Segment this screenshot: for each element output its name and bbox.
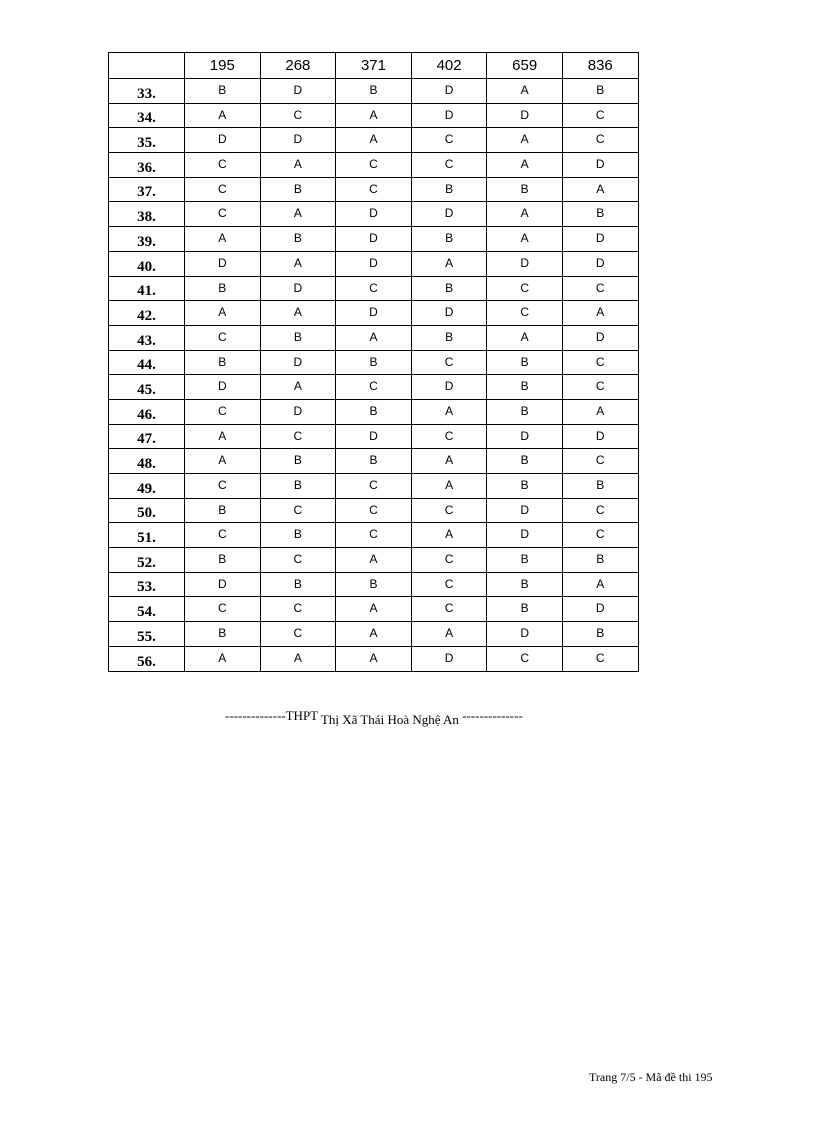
answer-cell: B xyxy=(487,350,563,375)
answer-cell: B xyxy=(260,177,336,202)
table-row xyxy=(109,103,639,128)
table-row xyxy=(109,153,639,178)
table-row xyxy=(109,424,639,449)
table-row xyxy=(109,597,639,622)
answer-cell: D xyxy=(336,251,412,276)
answer-cell: C xyxy=(562,449,638,474)
table-row xyxy=(109,399,639,424)
answer-cell: C xyxy=(487,276,563,301)
table-row xyxy=(109,572,639,597)
question-number: 35. xyxy=(109,128,185,153)
answer-cell: A xyxy=(487,202,563,227)
question-number: 38. xyxy=(109,202,185,227)
answer-cell: B xyxy=(260,572,336,597)
answer-cell: B xyxy=(562,622,638,647)
question-number: 46. xyxy=(109,399,185,424)
answer-cell: B xyxy=(487,375,563,400)
answer-cell: B xyxy=(562,202,638,227)
answer-cell: A xyxy=(336,622,412,647)
table-row xyxy=(109,227,639,252)
answer-cell: C xyxy=(411,572,487,597)
answer-cell: B xyxy=(411,276,487,301)
answer-cell: C xyxy=(336,523,412,548)
question-number: 40. xyxy=(109,251,185,276)
table-body xyxy=(109,79,639,672)
answer-cell: C xyxy=(411,350,487,375)
header-cell-exam-code: 371 xyxy=(336,53,412,79)
answer-cell: D xyxy=(336,424,412,449)
answer-cell: B xyxy=(185,548,261,573)
answer-cell: A xyxy=(260,251,336,276)
answer-cell: A xyxy=(411,449,487,474)
answer-cell: C xyxy=(185,399,261,424)
answer-cell: C xyxy=(562,375,638,400)
answer-cell: C xyxy=(185,177,261,202)
answer-cell: D xyxy=(487,622,563,647)
answer-cell: A xyxy=(260,153,336,178)
answer-cell: C xyxy=(185,523,261,548)
answer-cell: B xyxy=(487,399,563,424)
answer-cell: C xyxy=(562,350,638,375)
answer-cell: A xyxy=(487,128,563,153)
question-number: 44. xyxy=(109,350,185,375)
answer-cell: A xyxy=(562,301,638,326)
table-row xyxy=(109,251,639,276)
answer-cell: A xyxy=(487,227,563,252)
answer-cell: A xyxy=(336,597,412,622)
answer-cell: C xyxy=(562,276,638,301)
table-row xyxy=(109,79,639,104)
answer-cell: C xyxy=(411,128,487,153)
question-number: 52. xyxy=(109,548,185,573)
answer-cell: C xyxy=(562,646,638,671)
table-row xyxy=(109,350,639,375)
answer-cell: A xyxy=(185,103,261,128)
answer-cell: B xyxy=(562,548,638,573)
table-row xyxy=(109,375,639,400)
answer-cell: C xyxy=(336,177,412,202)
header-cell-exam-code: 836 xyxy=(562,53,638,79)
answer-cell: A xyxy=(411,474,487,499)
answer-cell: D xyxy=(260,128,336,153)
answer-cell: A xyxy=(562,177,638,202)
question-number: 37. xyxy=(109,177,185,202)
question-number: 49. xyxy=(109,474,185,499)
answer-cell: B xyxy=(562,474,638,499)
question-number: 47. xyxy=(109,424,185,449)
header-cell-exam-code: 402 xyxy=(411,53,487,79)
answer-cell: A xyxy=(336,128,412,153)
answer-cell: C xyxy=(562,498,638,523)
table-row xyxy=(109,177,639,202)
answer-cell: A xyxy=(487,325,563,350)
table-row xyxy=(109,325,639,350)
footer-dashes-left: -------------- xyxy=(225,708,286,723)
table-row xyxy=(109,523,639,548)
answer-cell: A xyxy=(185,227,261,252)
answer-cell: C xyxy=(411,498,487,523)
answer-cell: C xyxy=(260,424,336,449)
answer-cell: B xyxy=(487,474,563,499)
answer-cell: D xyxy=(260,350,336,375)
answer-cell: C xyxy=(185,202,261,227)
answer-cell: C xyxy=(260,622,336,647)
answer-cell: A xyxy=(185,646,261,671)
answer-cell: A xyxy=(336,325,412,350)
question-number: 56. xyxy=(109,646,185,671)
answer-cell: B xyxy=(336,572,412,597)
answer-cell: D xyxy=(260,79,336,104)
table-row xyxy=(109,449,639,474)
answer-cell: D xyxy=(562,424,638,449)
answer-cell: D xyxy=(411,375,487,400)
header-cell-exam-code: 195 xyxy=(185,53,261,79)
table-row xyxy=(109,498,639,523)
answer-cell: A xyxy=(487,153,563,178)
answer-cell: B xyxy=(487,548,563,573)
answer-cell: C xyxy=(185,153,261,178)
answer-cell: D xyxy=(185,128,261,153)
question-number: 34. xyxy=(109,103,185,128)
answer-cell: A xyxy=(185,301,261,326)
answer-cell: A xyxy=(336,548,412,573)
answer-cell: C xyxy=(260,103,336,128)
answer-cell: C xyxy=(562,128,638,153)
header-cell-question xyxy=(109,53,185,79)
answer-cell: D xyxy=(487,498,563,523)
answer-cell: D xyxy=(562,597,638,622)
answer-cell: A xyxy=(260,301,336,326)
answer-cell: D xyxy=(260,399,336,424)
answer-cell: B xyxy=(185,498,261,523)
answer-cell: C xyxy=(411,153,487,178)
table-row xyxy=(109,474,639,499)
question-number: 55. xyxy=(109,622,185,647)
answer-cell: A xyxy=(336,646,412,671)
question-number: 53. xyxy=(109,572,185,597)
answer-cell: B xyxy=(411,227,487,252)
footer-line xyxy=(225,708,625,727)
answer-cell: B xyxy=(336,79,412,104)
answer-cell: D xyxy=(487,251,563,276)
answer-cell: C xyxy=(185,474,261,499)
answer-key-table xyxy=(108,52,639,672)
answer-cell: C xyxy=(185,597,261,622)
answer-cell: A xyxy=(562,399,638,424)
answer-cell: C xyxy=(260,498,336,523)
answer-cell: A xyxy=(411,251,487,276)
answer-cell: B xyxy=(185,622,261,647)
answer-cell: C xyxy=(487,301,563,326)
answer-cell: C xyxy=(336,276,412,301)
question-number: 33. xyxy=(109,79,185,104)
answer-cell: D xyxy=(336,227,412,252)
answer-cell: A xyxy=(185,424,261,449)
answer-cell: D xyxy=(562,227,638,252)
answer-cell: C xyxy=(411,597,487,622)
answer-cell: D xyxy=(185,572,261,597)
question-number: 41. xyxy=(109,276,185,301)
table-row xyxy=(109,202,639,227)
answer-cell: A xyxy=(411,399,487,424)
question-number: 43. xyxy=(109,325,185,350)
answer-cell: C xyxy=(487,646,563,671)
answer-cell: A xyxy=(411,622,487,647)
answer-cell: A xyxy=(487,79,563,104)
answer-cell: A xyxy=(260,202,336,227)
answer-cell: C xyxy=(336,153,412,178)
table-row xyxy=(109,301,639,326)
question-number: 36. xyxy=(109,153,185,178)
answer-cell: D xyxy=(411,646,487,671)
page-number: Trang 7/5 - Mã đề thi 195 xyxy=(589,1070,713,1084)
answer-cell: C xyxy=(411,548,487,573)
answer-cell: C xyxy=(411,424,487,449)
answer-cell: A xyxy=(336,103,412,128)
answer-cell: D xyxy=(487,103,563,128)
answer-cell: B xyxy=(260,227,336,252)
question-number: 51. xyxy=(109,523,185,548)
answer-cell: C xyxy=(562,523,638,548)
answer-cell: C xyxy=(562,103,638,128)
answer-cell: B xyxy=(260,325,336,350)
answer-cell: B xyxy=(260,474,336,499)
answer-cell: D xyxy=(562,153,638,178)
answer-cell: D xyxy=(185,251,261,276)
question-number: 48. xyxy=(109,449,185,474)
answer-cell: C xyxy=(185,325,261,350)
answer-cell: D xyxy=(411,103,487,128)
answer-cell: D xyxy=(336,202,412,227)
answer-cell: D xyxy=(562,251,638,276)
table-row xyxy=(109,548,639,573)
table-row xyxy=(109,622,639,647)
answer-cell: D xyxy=(487,424,563,449)
answer-cell: A xyxy=(260,646,336,671)
answer-cell: B xyxy=(487,597,563,622)
answer-cell: D xyxy=(411,202,487,227)
answer-cell: B xyxy=(487,449,563,474)
answer-cell: C xyxy=(260,597,336,622)
answer-cell: C xyxy=(336,375,412,400)
answer-cell: B xyxy=(411,177,487,202)
answer-cell: D xyxy=(260,276,336,301)
header-cell-exam-code: 659 xyxy=(487,53,563,79)
answer-cell: A xyxy=(260,375,336,400)
answer-cell: B xyxy=(260,449,336,474)
answer-cell: A xyxy=(562,572,638,597)
answer-cell: B xyxy=(411,325,487,350)
answer-cell: B xyxy=(185,350,261,375)
header-cell-exam-code: 268 xyxy=(260,53,336,79)
table-row xyxy=(109,646,639,671)
answer-cell: B xyxy=(185,276,261,301)
answer-cell: B xyxy=(562,79,638,104)
question-number: 50. xyxy=(109,498,185,523)
question-number: 45. xyxy=(109,375,185,400)
answer-cell: D xyxy=(411,301,487,326)
answer-cell: D xyxy=(336,301,412,326)
answer-cell: B xyxy=(336,399,412,424)
answer-cell: C xyxy=(336,474,412,499)
table-row xyxy=(109,128,639,153)
table-row xyxy=(109,276,639,301)
question-number: 54. xyxy=(109,597,185,622)
footer-school-prefix: THPT xyxy=(285,708,318,723)
answer-cell: B xyxy=(336,449,412,474)
answer-cell: D xyxy=(185,375,261,400)
footer-dashes-right: -------------- xyxy=(462,708,523,723)
answer-cell: A xyxy=(411,523,487,548)
answer-cell: C xyxy=(336,498,412,523)
question-number: 39. xyxy=(109,227,185,252)
answer-cell: B xyxy=(487,177,563,202)
answer-cell: A xyxy=(185,449,261,474)
answer-cell: B xyxy=(487,572,563,597)
answer-cell: B xyxy=(336,350,412,375)
question-number: 42. xyxy=(109,301,185,326)
answer-cell: C xyxy=(260,548,336,573)
answer-cell: D xyxy=(411,79,487,104)
answer-cell: B xyxy=(185,79,261,104)
footer-school-name: Thị Xã Thái Hoà Nghệ An xyxy=(320,712,459,727)
answer-cell: D xyxy=(487,523,563,548)
answer-cell: D xyxy=(562,325,638,350)
header-row xyxy=(109,53,639,79)
answer-cell: B xyxy=(260,523,336,548)
